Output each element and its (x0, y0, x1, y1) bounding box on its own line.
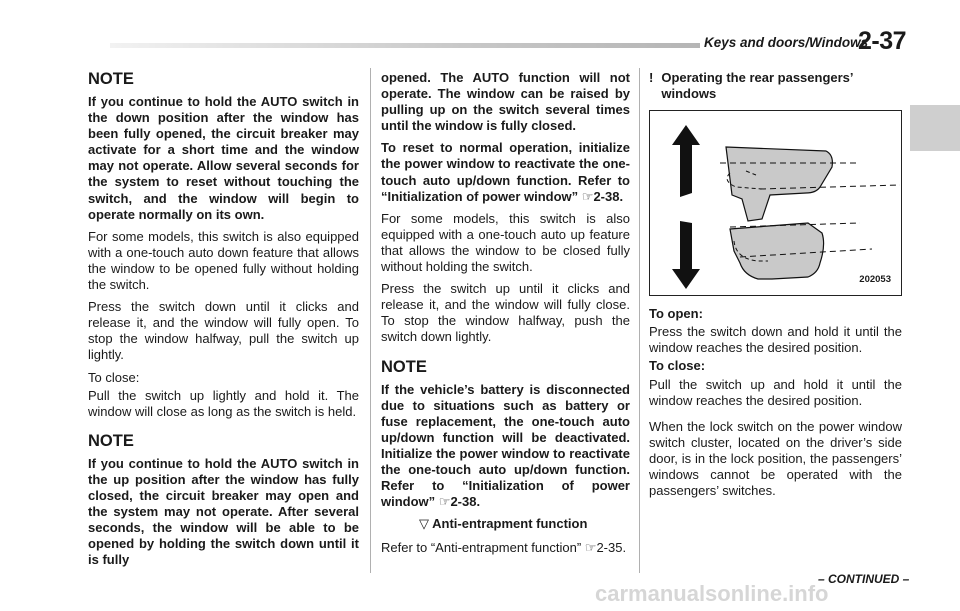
anti-entrapment-heading: ▽ Anti-entrapment function (419, 516, 588, 532)
column-divider (639, 68, 640, 573)
paragraph: When the lock switch on the power window switch cluster, located on the driver’s side door, is in the lock position, the passengers’ windows cannot be operated with the passengers’ switches. (649, 418, 902, 499)
note-title: NOTE (381, 357, 427, 376)
lower-switch-shape (730, 223, 824, 279)
note-title: NOTE (88, 70, 134, 88)
column-left (88, 70, 359, 574)
column-middle (381, 70, 630, 562)
paragraph: For some models, this switch is also equipped with a one-touch auto down feature that allows the window to be opened fully without holding the switch. (88, 228, 359, 293)
note-body: If the vehicle’s battery is disconnected due to situations such as battery or fuse replacement, the one-touch auto up/down function will be deactivated. Initialize the power window to reactivate the one-touch auto up/down function. Refer to “Initialization of power window” ☞2-38. (381, 381, 630, 510)
paragraph: Refer to “Anti-entrapment function” ☞2-35. (381, 540, 627, 556)
page-reference[interactable]: 2-38. (450, 494, 481, 510)
triangle-icon: ▽ (419, 516, 429, 532)
reference-icon: ☞ (581, 188, 594, 204)
paragraph: For some models, this switch is also equipped with a one-touch auto up feature that allows the window to be closed fully without holding the switch. (381, 210, 630, 275)
column-right (649, 70, 902, 505)
upper-switch-shape (726, 147, 832, 221)
reference-icon: ☞ (438, 494, 451, 510)
note-title: NOTE (88, 431, 134, 450)
paragraph: Press the switch up until it clicks and release it, and the window will fully close. To stop the window halfway, push the switch down lightly. (381, 281, 630, 345)
chapter-tab (910, 105, 960, 151)
note-body: If you continue to hold the AUTO switch in the up position after the window has fully closed, the circuit breaker may open and the system may not operate. After several seconds, the window will be able to be opened by holding the switch down until it is fully (88, 455, 359, 568)
paragraph: Pull the switch up lightly and hold it. The window will close as long as the switch is held. (88, 387, 359, 419)
column-divider (370, 68, 371, 573)
figure-code: 202053 (859, 274, 891, 286)
reference-icon: ☞ (584, 540, 597, 556)
switch-figure (649, 110, 902, 296)
subheading-to-open: To open: (649, 306, 703, 322)
rear-window-switch-illustration (650, 111, 901, 295)
header-rule (110, 43, 700, 48)
warning-icon: ! (649, 70, 654, 85)
section-heading: ! Operating the rear passengers’ windows (649, 70, 853, 102)
section-title: Keys and doors/Windows (704, 35, 869, 50)
page-reference[interactable]: 2-38. (593, 188, 624, 204)
subheading-to-close: To close: (649, 358, 706, 374)
up-arrow-icon (672, 125, 700, 197)
down-arrow-icon (672, 221, 700, 289)
watermark: carmanualsonline.info (595, 581, 829, 606)
continued-label: – CONTINUED – (818, 572, 910, 586)
note-body-continued: opened. The AUTO function will not operate. The window can be raised by pulling up on the switch several times until the window is fully closed. (381, 70, 630, 134)
page-reference[interactable]: 2-35. (596, 540, 627, 556)
subheading-to-close: To close: (88, 369, 140, 385)
note-body-reset: To reset to normal operation, initialize the power window to reactivate the one-touch auto up/down function. Refer to “Initialization of power window” ☞2-38. (381, 140, 630, 204)
paragraph: Press the switch down and hold it until the window reaches the desired position. (649, 324, 902, 356)
paragraph: Press the switch down until it clicks and release it, and the window will fully open. To stop the window halfway, pull the switch up lightly. (88, 299, 359, 363)
page-number: 2-37 (858, 27, 907, 55)
note-body: If you continue to hold the AUTO switch in the down position after the window has been fully opened, the circuit breaker may activate for a short time and the window may not operate. Allow several seconds for the system to reset without touching the switch, and the window will begin to operate normally on its own. (88, 94, 359, 222)
paragraph: Pull the switch up and hold it until the window reaches the desired position. (649, 376, 902, 408)
